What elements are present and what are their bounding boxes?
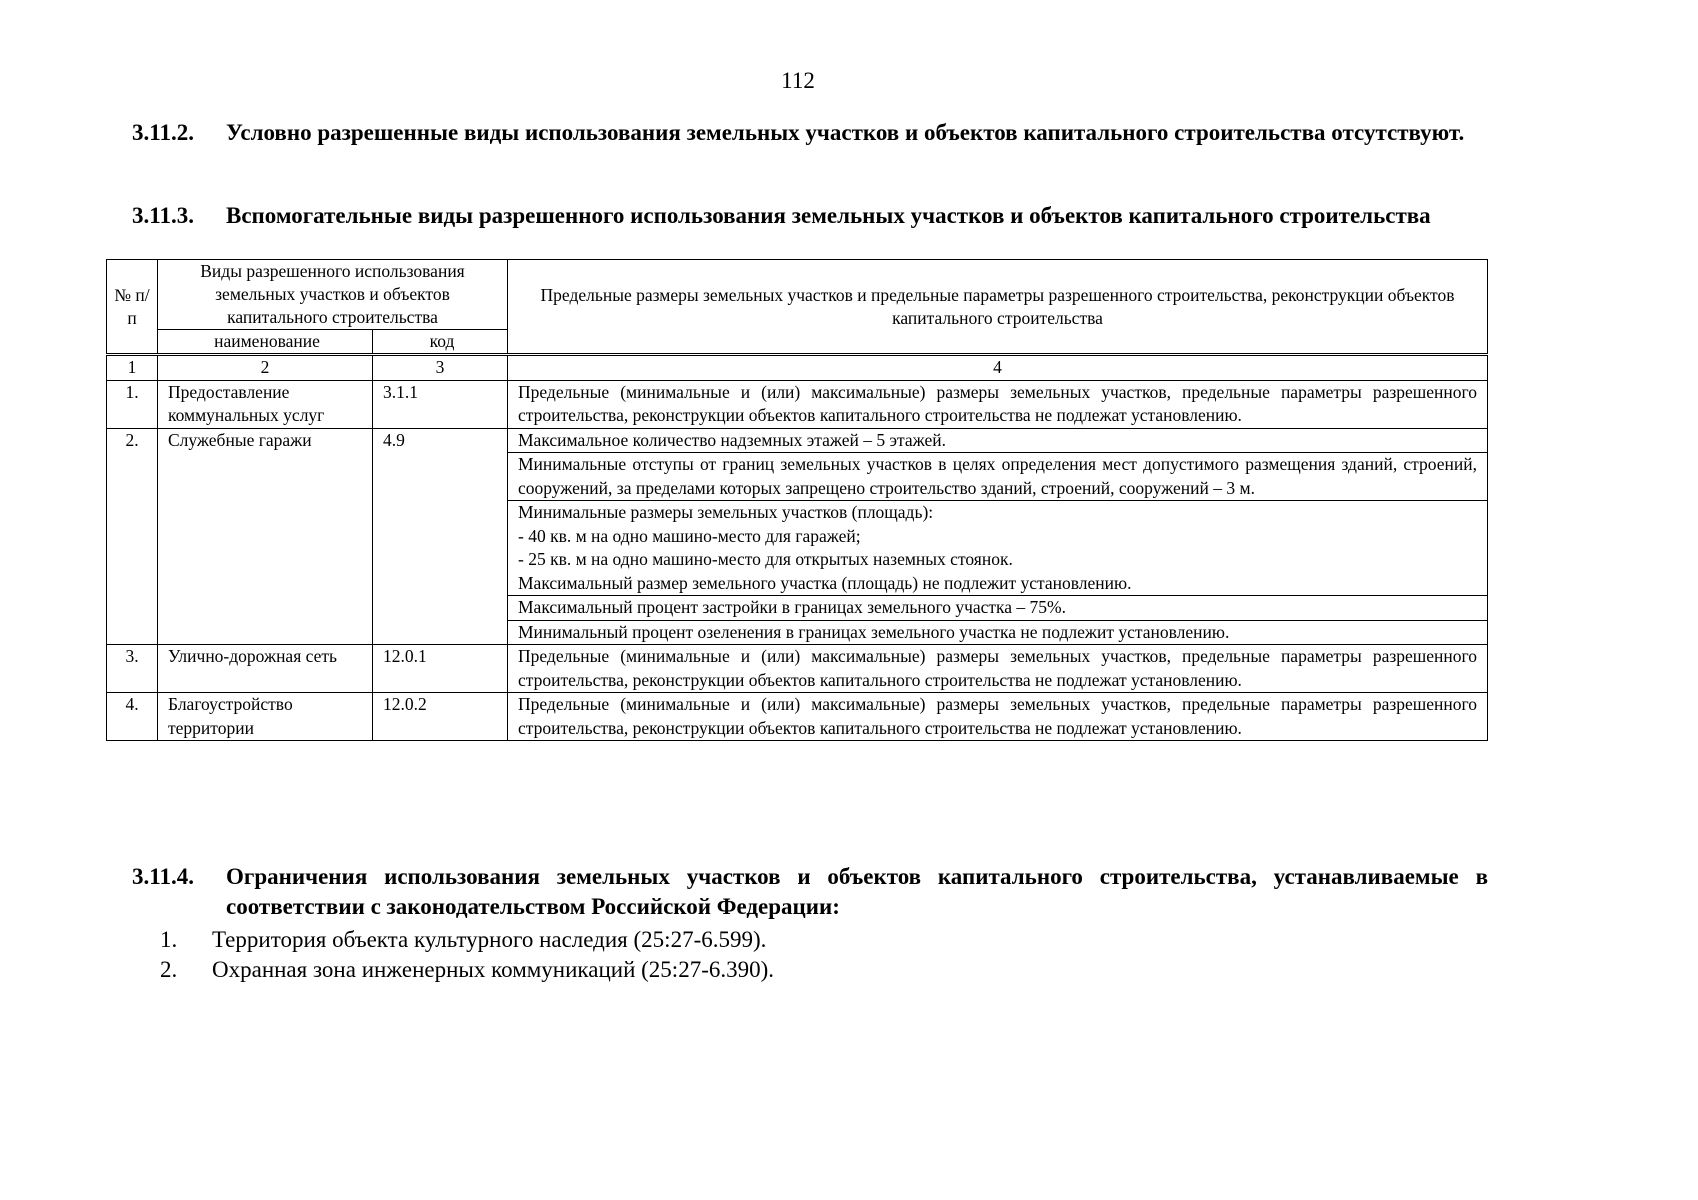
row-name: Благоустройство территории — [158, 693, 373, 741]
col-number: 1 — [107, 355, 158, 381]
param-line: - 25 кв. м на одно машино-место для открытых наземных стоянок. — [518, 549, 1013, 569]
list-item — [160, 925, 774, 955]
col-number: 2 — [158, 355, 373, 381]
list-item-number: 1. — [160, 927, 178, 952]
row-number: 4. — [107, 693, 158, 741]
row-params: Минимальные отступы от границ земельных участков в целях определения мест допустимого размещения зданий, строений, сооружений, за пределами которых запрещено строительство зданий, строений, сооружений – 3 м. — [508, 453, 1488, 501]
section-number: 3.11.4. — [132, 864, 194, 889]
section-heading: Условно разрешенные виды использования земельных участков и объектов капитального строительства отсутствуют. — [226, 120, 1465, 145]
col-number: 4 — [508, 355, 1488, 381]
section-3-11-2 — [132, 118, 1488, 148]
section-number: 3.11.2. — [132, 120, 194, 145]
row-params: Максимальный процент застройки в границах земельного участка – 75%. — [508, 596, 1488, 621]
header-types: Виды разрешенного использования земельных участков и объектов капитального строительства — [158, 260, 508, 330]
row-params: Предельные (минимальные и (или) максимальные) размеры земельных участков, предельные параметры разрешенного строительства, реконструкции объектов капитального строительства не подлежат установлению. — [508, 645, 1488, 693]
row-code: 12.0.1 — [373, 645, 508, 693]
col-number: 3 — [373, 355, 508, 381]
row-name: Предоставление коммунальных услуг — [158, 380, 373, 428]
section-number: 3.11.3. — [132, 203, 194, 228]
row-number: 1. — [107, 380, 158, 428]
table-row — [107, 380, 1488, 428]
header-params: Предельные размеры земельных участков и предельные параметры разрешенного строительства, реконструкции объектов капитального строительства — [508, 260, 1488, 355]
table-row — [107, 428, 1488, 453]
row-params: Минимальный процент озеленения в границах земельного участка не подлежит установлению. — [508, 620, 1488, 645]
header-num: № п/п — [107, 260, 158, 355]
permitted-use-table — [106, 259, 1488, 741]
header-name: наименование — [158, 330, 373, 355]
list-item-number: 2. — [160, 957, 178, 982]
column-number-row — [107, 355, 1488, 381]
row-name: Улично-дорожная сеть — [158, 645, 373, 693]
section-heading: Вспомогательные виды разрешенного использования земельных участков и объектов капитального строительства — [226, 203, 1431, 228]
list-item — [160, 955, 774, 985]
row-name: Служебные гаражи — [158, 428, 373, 645]
row-code: 3.1.1 — [373, 380, 508, 428]
table-row — [107, 693, 1488, 741]
param-line: Максимальный размер земельного участка (площадь) не подлежит установлению. — [518, 572, 1132, 593]
page-number: 112 — [781, 68, 815, 93]
list-item-text: Охранная зона инженерных коммуникаций (25:27-6.390). — [212, 957, 775, 982]
row-params: Максимальное количество надземных этажей – 5 этажей. — [508, 428, 1488, 453]
row-params-group — [508, 501, 1488, 596]
header-code: код — [373, 330, 508, 355]
section-3-11-4 — [132, 862, 1488, 922]
restrictions-list — [160, 925, 774, 985]
row-params: Предельные (минимальные и (или) максимальные) размеры земельных участков, предельные параметры разрешенного строительства, реконструкции объектов капитального строительства не подлежат установлению. — [508, 693, 1488, 741]
row-code: 4.9 — [373, 428, 508, 645]
table-row — [107, 645, 1488, 693]
param-line: - 40 кв. м на одно машино-место для гаражей; — [518, 525, 861, 546]
row-params: Предельные (минимальные и (или) максимальные) размеры земельных участков, предельные параметры разрешенного строительства, реконструкции объектов капитального строительства не подлежат установлению. — [508, 380, 1488, 428]
row-code: 12.0.2 — [373, 693, 508, 741]
row-number: 2. — [107, 428, 158, 645]
row-number: 3. — [107, 645, 158, 693]
list-item-text: Территория объекта культурного наследия (25:27-6.599). — [212, 927, 767, 952]
param-line: Минимальные размеры земельных участков (площадь): — [518, 502, 934, 522]
section-3-11-3 — [132, 201, 1488, 231]
section-heading: Ограничения использования земельных участков и объектов капитального строительства, устанавливаемые в соответствии с законодательством Российской Федерации: — [226, 864, 1488, 919]
